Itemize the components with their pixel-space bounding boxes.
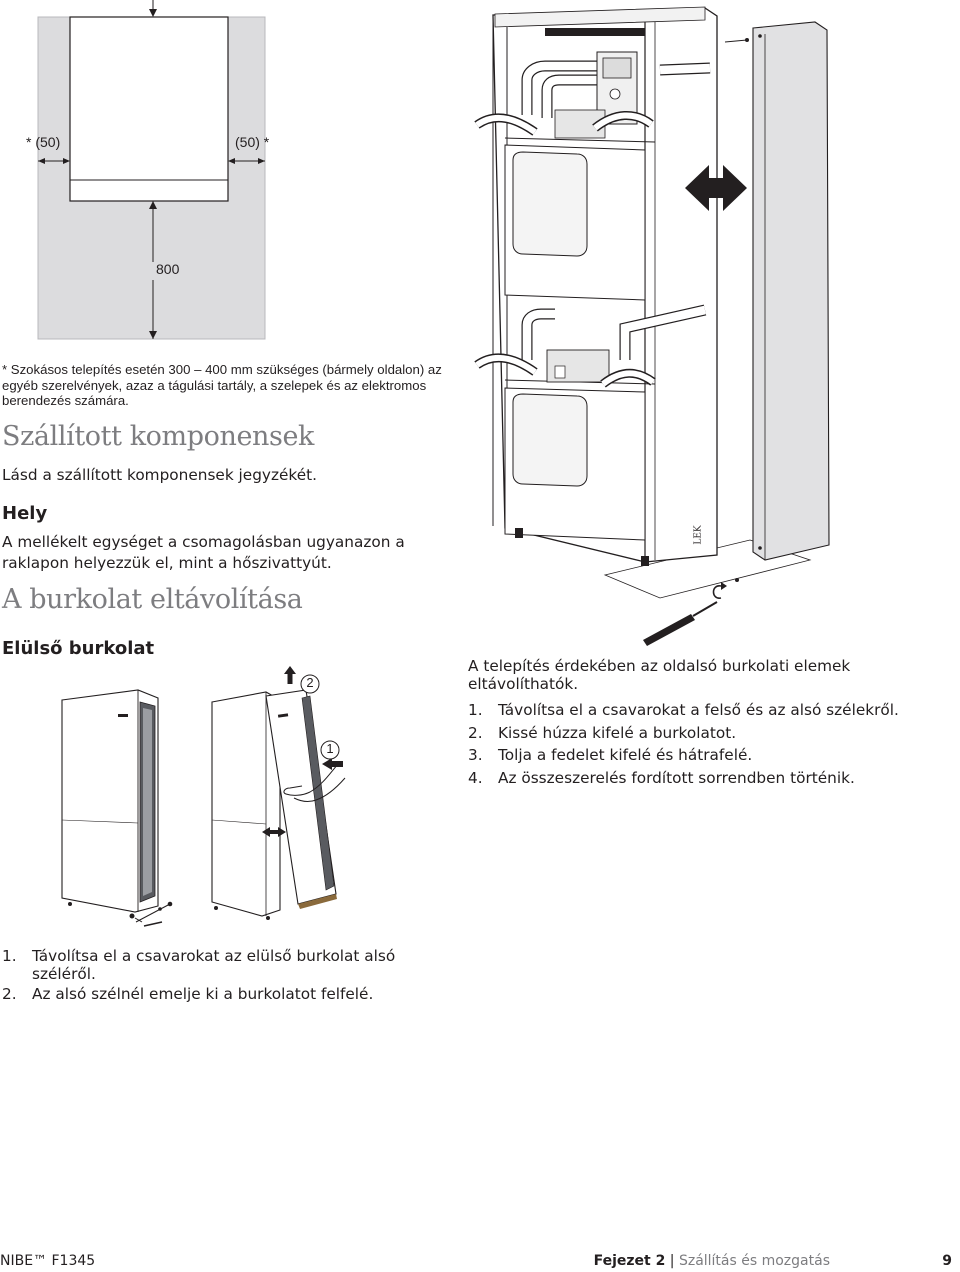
callout-number-2: 2 bbox=[306, 675, 314, 690]
side-panel-intro: A telepítés érdekében az oldalsó burkolati elemek eltávolíthatók. bbox=[468, 657, 851, 693]
clearance-footnote: * Szokásos telepítés esetén 300 – 400 mm szükséges (bármely oldalon) az egyéb szerelvények, azaz a tágulási tartály, a szelepek és az elektromos berendezés számára. bbox=[2, 362, 442, 408]
list-item bbox=[468, 744, 908, 767]
page-number: 9 bbox=[942, 1253, 952, 1269]
clearance-drawing bbox=[0, 0, 290, 350]
front-cover-drawing bbox=[40, 660, 370, 940]
footer-product: NIBE™ F1345 bbox=[0, 1253, 96, 1269]
step-text: Az alsó szélnél emelje ki a burkolatot felfelé. bbox=[32, 985, 374, 1003]
list-item bbox=[468, 722, 908, 745]
step-text: Kissé húzza kifelé a burkolatot. bbox=[498, 723, 737, 742]
callout-number-1: 1 bbox=[326, 741, 334, 756]
footer-separator: | bbox=[669, 1253, 675, 1269]
front-cover-steps bbox=[2, 945, 432, 1006]
front-cover-subtitle: Elülső burkolat bbox=[2, 638, 155, 659]
clearance-diagram bbox=[0, 0, 290, 350]
step-number: 1. bbox=[2, 947, 17, 965]
list-item bbox=[2, 983, 432, 1006]
delivered-text: Lásd a szállított komponensek jegyzékét. bbox=[2, 466, 318, 484]
right-clearance-label: (50) * bbox=[235, 134, 270, 150]
step-number: 3. bbox=[468, 746, 483, 764]
step-text: Az összeszerelés fordított sorrendben történik. bbox=[498, 768, 855, 787]
front-cover-removal-illustration bbox=[40, 660, 370, 940]
left-clearance-label: * (50) bbox=[26, 134, 61, 150]
step-number: 2. bbox=[468, 723, 483, 742]
section-title-location: Hely bbox=[2, 503, 48, 524]
step-text: Távolítsa el a csavarokat a felső és az alsó szélekről. bbox=[498, 701, 899, 719]
section-title-delivered: Szállított komponensek bbox=[2, 421, 315, 452]
step-number: 4. bbox=[468, 768, 483, 787]
heat-pump-side-panel-illustration bbox=[455, 0, 960, 650]
bottom-clearance-label: 800 bbox=[156, 261, 180, 277]
step-number: 1. bbox=[468, 701, 483, 719]
footer-chapter-title: Szállítás és mozgatás bbox=[678, 1253, 830, 1269]
section-title-removal: A burkolat eltávolítása bbox=[2, 584, 303, 615]
step-number: 2. bbox=[2, 985, 17, 1003]
list-item bbox=[468, 767, 908, 790]
footer-chapter-label: Fejezet 2 bbox=[593, 1253, 666, 1269]
step-text: Távolítsa el a csavarokat az elülső burkolat alsó széléről. bbox=[32, 947, 396, 983]
list-item bbox=[2, 945, 432, 983]
footer-chapter bbox=[594, 1253, 830, 1269]
location-text: A mellékelt egységet a csomagolásban ugyanazon a raklapon helyezzük el, mint a hőszivattyút. bbox=[2, 533, 405, 572]
brand-mark: LEK bbox=[693, 525, 704, 545]
list-item bbox=[468, 699, 908, 722]
step-text: Tolja a fedelet kifelé és hátrafelé. bbox=[498, 746, 753, 764]
side-panel-steps bbox=[468, 699, 908, 789]
heat-pump-drawing bbox=[455, 0, 960, 650]
